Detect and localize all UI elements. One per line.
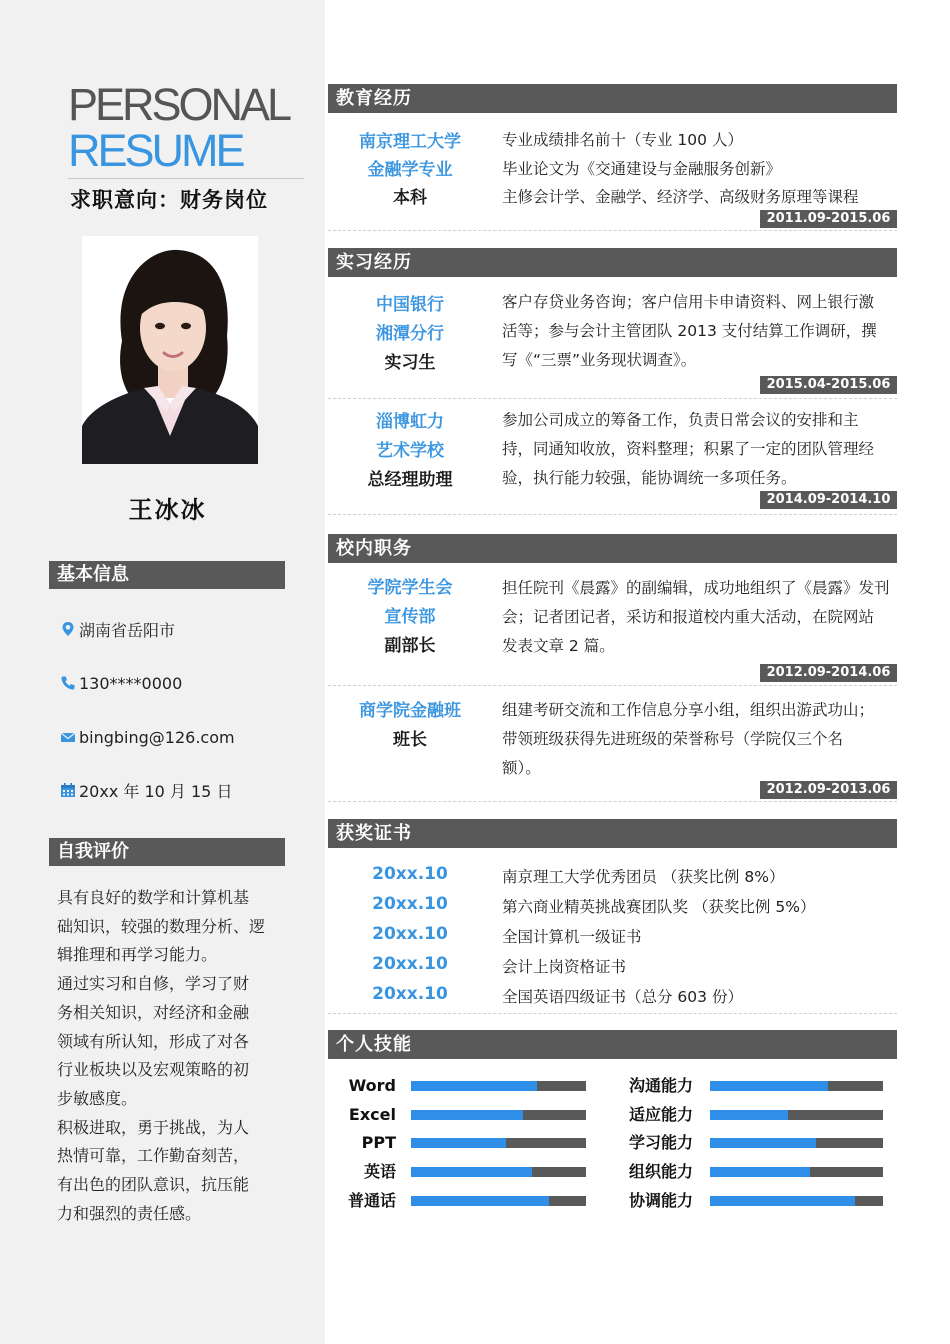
self-eval-line: 领域有所认知，形成了对各: [57, 1031, 250, 1051]
section-header-skills: 个人技能: [328, 1030, 897, 1059]
campus-desc: [502, 696, 892, 783]
candidate-name: 王冰冰: [128, 496, 207, 524]
award-date: 20xx.10: [372, 864, 448, 884]
education-date: 2011.09-2015.06: [760, 210, 897, 228]
education-degree: 本科: [393, 188, 427, 208]
self-eval-line: 础知识，较强的数理分析、逻: [57, 916, 266, 936]
skill-label-adaptability: 适应能力: [628, 1105, 693, 1124]
skill-bar-fill: [411, 1167, 532, 1177]
internship-desc-line: 持，同通知收放，资料整理；积累了一定的团队管理经: [502, 440, 875, 458]
campus-date: 2012.09-2014.06: [760, 664, 897, 682]
skill-label-english: 英语: [363, 1162, 396, 1181]
divider: [328, 801, 897, 802]
award-name: 全国英语四级证书（总分 603 份）: [502, 988, 743, 1006]
brand-personal: PERSONAL: [68, 79, 290, 130]
campus-desc-line: 发表文章 2 篇。: [502, 637, 615, 655]
skill-label-communication: 沟通能力: [628, 1076, 693, 1095]
internship-desc: [502, 288, 892, 375]
skill-bar-adaptability: [710, 1110, 883, 1120]
award-name: 第六商业精英挑战赛团队奖 （获奖比例 5%）: [502, 898, 816, 916]
self-eval-line: 具有良好的数学和计算机基: [57, 888, 250, 907]
campus-org-block: [330, 574, 490, 661]
skill-bar-mandarin: [411, 1196, 586, 1206]
self-eval-line: 辑推理和再学习能力。: [57, 945, 218, 965]
section-header-self-eval: 自我评价: [49, 838, 285, 866]
divider: [328, 1013, 897, 1014]
award-name: 全国计算机一级证书: [502, 928, 642, 946]
info-birthday-text: 20xx 年 10 月 15 日: [79, 781, 233, 801]
education-details: [502, 126, 892, 212]
divider: [328, 514, 897, 515]
internship-desc-line: 活等；参与会计主管团队 2013 支付结算工作调研，撰: [502, 322, 877, 340]
education-school-block: [330, 128, 490, 212]
left-sidebar: [0, 0, 325, 1344]
brand-title: [68, 79, 290, 176]
skill-bar-communication: [710, 1081, 883, 1091]
campus-role: 副部长: [384, 636, 436, 656]
internship-org-block: [330, 291, 490, 378]
divider: [328, 398, 897, 399]
profile-photo-illustration: [82, 236, 258, 464]
education-major: 金融学专业: [367, 160, 453, 180]
education-detail-line: 毕业论文为《交通建设与金融服务创新》: [502, 159, 782, 178]
award-date: 20xx.10: [372, 924, 448, 944]
self-eval-line: 务相关知识，对经济和金融: [57, 1002, 250, 1022]
internship-role: 总经理助理: [367, 470, 453, 490]
section-header-education: 教育经历: [328, 84, 897, 113]
profile-photo: [82, 236, 258, 464]
education-detail-line: 专业成绩排名前十（专业 100 人）: [502, 131, 743, 149]
phone-icon: [60, 675, 76, 691]
brand-divider: [68, 178, 304, 179]
internship-org: 淄博虹力: [376, 412, 444, 432]
internship-date: 2014.09-2014.10: [760, 491, 897, 509]
info-birthday: [60, 779, 232, 801]
divider: [328, 685, 897, 686]
skill-label-excel: Excel: [348, 1105, 396, 1124]
campus-desc: [502, 574, 892, 661]
campus-desc-line: 担任院刊《晨露》的副编辑，成功地组织了《晨露》发刊: [502, 579, 890, 597]
award-name: 南京理工大学优秀团员 （获奖比例 8%）: [502, 868, 785, 886]
info-phone-text: 130****0000: [79, 673, 183, 693]
campus-desc-line: 组建考研交流和工作信息分享小组，组织出游武功山；: [502, 701, 875, 719]
internship-branch: 艺术学校: [376, 441, 444, 461]
self-eval-line: 力和强烈的责任感。: [57, 1203, 202, 1223]
divider: [328, 230, 897, 231]
section-header-internship: 实习经历: [328, 248, 897, 277]
internship-org: 中国银行: [376, 295, 444, 315]
self-eval-line: 通过实习和自修，学习了财: [57, 974, 250, 994]
info-location: [60, 618, 175, 640]
job-intent: 求职意向：财务岗位: [70, 188, 268, 212]
internship-role: 实习生: [384, 353, 436, 373]
skill-bar-fill: [710, 1196, 855, 1206]
location-pin-icon: [60, 621, 76, 637]
award-date: 20xx.10: [372, 894, 448, 914]
skill-label-ppt: PPT: [361, 1133, 396, 1152]
skill-bar-fill: [710, 1138, 816, 1148]
info-location-text: 湖南省岳阳市: [79, 620, 176, 640]
skill-bar-fill: [411, 1110, 523, 1120]
section-header-campus: 校内职务: [328, 534, 897, 563]
campus-date: 2012.09-2013.06: [760, 781, 897, 799]
skill-label-mandarin: 普通话: [347, 1191, 396, 1210]
education-school: 南京理工大学: [359, 132, 461, 152]
skill-label-learning: 学习能力: [628, 1133, 693, 1152]
award-date: 20xx.10: [372, 984, 448, 1004]
internship-branch: 湘潭分行: [376, 324, 444, 344]
campus-org: 学院学生会: [367, 578, 453, 598]
internship-desc-line: 验，执行能力较强，能协调统一多项任务。: [502, 469, 797, 487]
skill-bar-fill: [411, 1081, 537, 1091]
self-eval-line: 积极进取，勇于挑战，为人: [57, 1117, 250, 1137]
skill-bar-coordination: [710, 1196, 883, 1206]
skill-bar-english: [411, 1167, 586, 1177]
self-eval-line: 步敏感度。: [57, 1088, 138, 1108]
internship-desc-line: 客户存贷业务咨询；客户信用卡申请资料、网上银行激: [502, 293, 875, 311]
info-phone: [60, 672, 182, 694]
self-eval-text: [57, 884, 279, 1228]
skill-label-organization: 组织能力: [628, 1162, 693, 1181]
self-eval-line: 热情可靠，工作勤奋刻苦，: [57, 1146, 250, 1166]
skill-bar-excel: [411, 1110, 586, 1120]
skill-bar-fill: [710, 1167, 810, 1177]
campus-desc-line: 会；记者团记者，采访和报道校内重大活动，在院网站: [502, 608, 875, 626]
skill-bar-word: [411, 1081, 586, 1091]
calendar-icon: [60, 782, 76, 798]
info-email: [60, 726, 235, 748]
internship-desc: [502, 406, 892, 493]
internship-desc-line: 参加公司成立的筹备工作，负责日常会议的安排和主: [502, 411, 859, 429]
campus-org: 商学院金融班: [359, 701, 461, 721]
education-detail-line: 主修会计学、金融学、经济学、高级财务原理等课程: [502, 188, 859, 206]
campus-dept: 宣传部: [384, 607, 436, 627]
skill-bar-fill: [411, 1138, 506, 1148]
award-date: 20xx.10: [372, 954, 448, 974]
campus-role: 班长: [393, 730, 427, 750]
skill-bar-fill: [411, 1196, 549, 1206]
mail-icon: [60, 729, 76, 745]
skill-label-word: Word: [348, 1076, 396, 1095]
skill-bar-fill: [710, 1110, 788, 1120]
skill-bar-organization: [710, 1167, 883, 1177]
skill-label-coordination: 协调能力: [628, 1191, 693, 1210]
skill-bar-ppt: [411, 1138, 586, 1148]
skill-bar-learning: [710, 1138, 883, 1148]
section-header-basic-info: 基本信息: [49, 561, 285, 589]
section-header-awards: 获奖证书: [328, 819, 897, 848]
internship-org-block: [330, 408, 490, 495]
brand-resume: RESUME: [68, 125, 243, 176]
campus-desc-line: 带领班级获得先进班级的荣誉称号（学院仅三个名: [502, 730, 844, 748]
campus-desc-line: 额）。: [502, 759, 541, 777]
info-email-text: bingbing@126.com: [79, 727, 235, 747]
internship-date: 2015.04-2015.06: [760, 376, 897, 394]
self-eval-line: 有出色的团队意识，抗压能: [57, 1175, 250, 1195]
self-eval-line: 行业板块以及宏观策略的初: [57, 1060, 250, 1080]
campus-org-block: [330, 697, 490, 755]
skill-bar-fill: [710, 1081, 828, 1091]
internship-desc-line: 写《“三票”业务现状调查》。: [502, 351, 697, 369]
award-name: 会计上岗资格证书: [502, 958, 627, 976]
